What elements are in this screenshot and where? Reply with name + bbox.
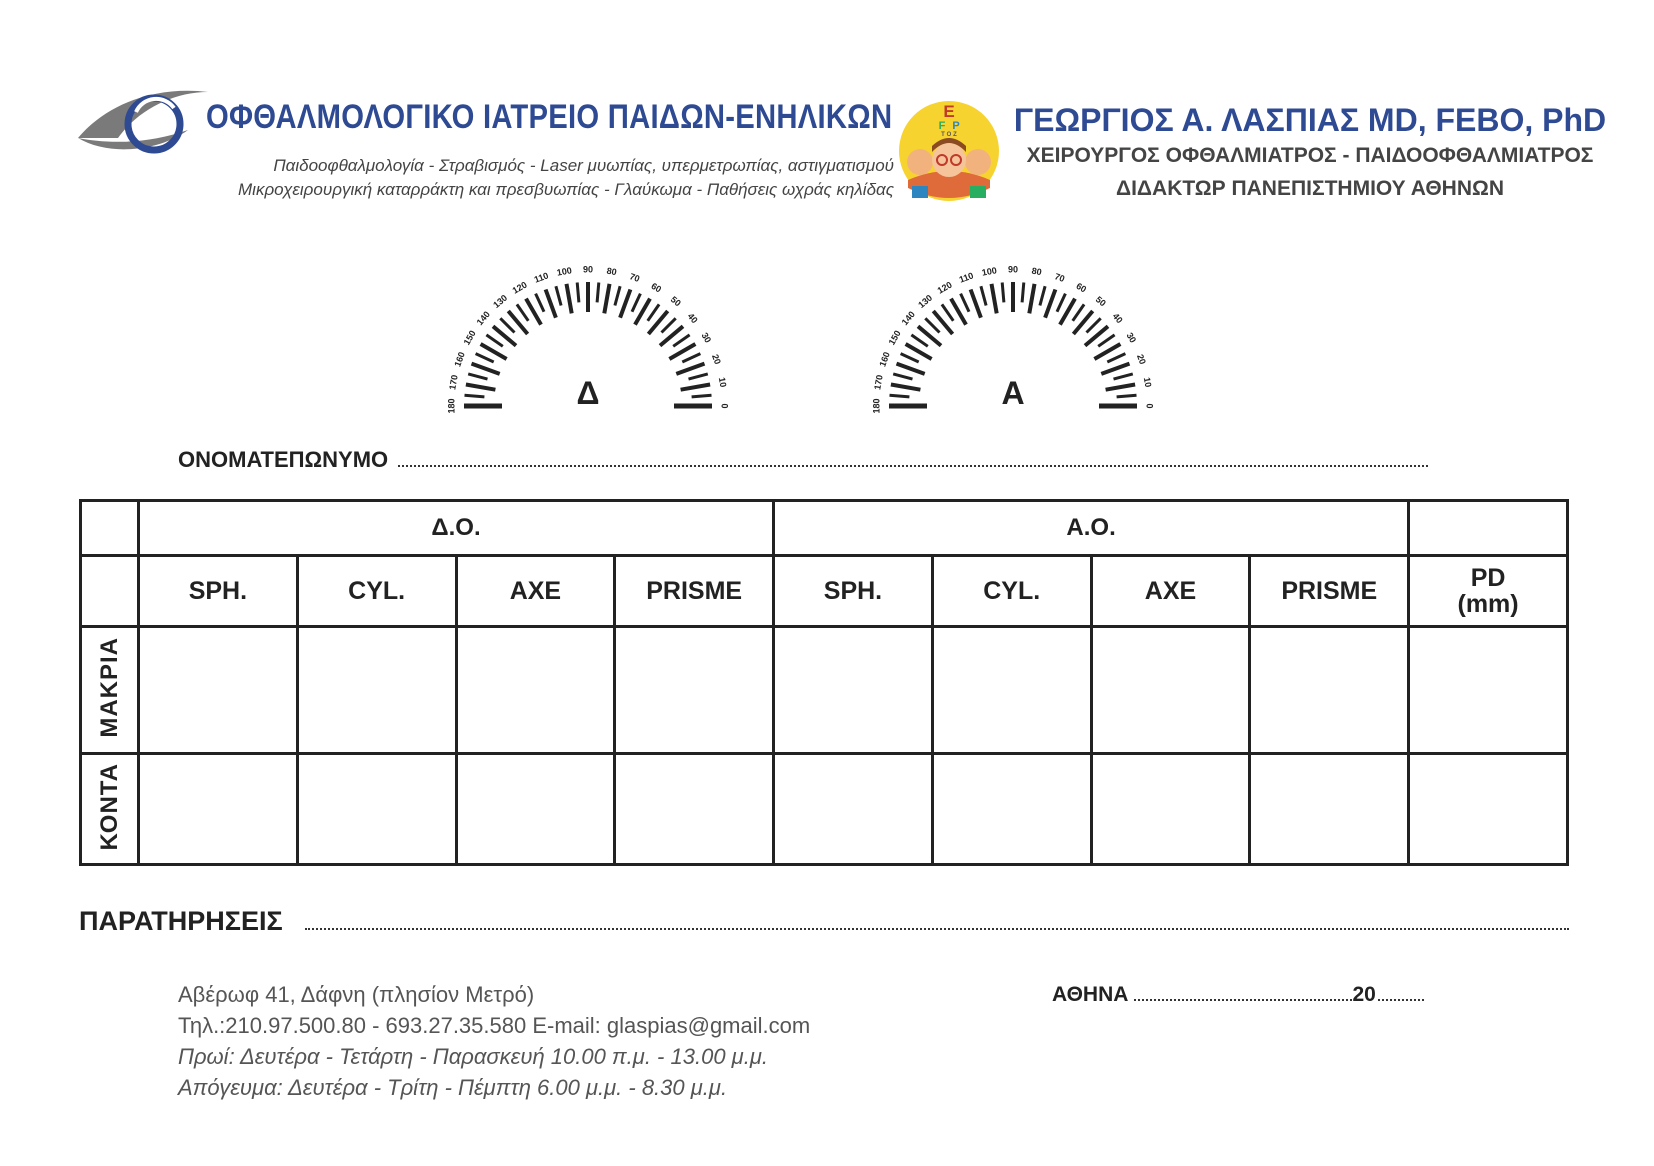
- right-dial-tick-label-80: 80: [605, 265, 618, 278]
- near-right-axe-cell[interactable]: [456, 754, 615, 865]
- remarks-label: ΠΑΡΑΤΗΡΗΣΕΙΣ: [79, 906, 283, 936]
- left-dial-tick-155: [901, 354, 919, 362]
- near-right-cyl-cell[interactable]: [297, 754, 456, 865]
- far-right-axe-cell[interactable]: [456, 627, 615, 754]
- right-dial-tick-label-60: 60: [649, 280, 664, 295]
- right-dial-tick-105: [556, 286, 561, 305]
- right-dial-tick-label-50: 50: [668, 294, 683, 309]
- row-label-far-cell: [81, 627, 139, 754]
- kids-logo-letter-p: P: [952, 120, 960, 132]
- column-header-right-cyl: CYL.: [297, 556, 456, 627]
- right-dial-tick-label-130: 130: [491, 292, 510, 310]
- left-dial-tick-65: [1057, 294, 1065, 312]
- left-eye-axis-dial: [848, 238, 1168, 418]
- right-dial-tick-15: [689, 374, 708, 379]
- left-dial-tick-85: [1022, 283, 1024, 303]
- date-field: [1052, 983, 1424, 1007]
- right-eye-dial-label: Δ: [576, 375, 600, 411]
- left-dial-tick-100: [992, 284, 997, 314]
- left-dial-tick-label-150: 150: [886, 328, 903, 347]
- patient-name-label: ΟΝΟΜΑΤΕΠΩΝΥΜΟ: [178, 447, 389, 472]
- left-dial-tick-label-140: 140: [899, 309, 917, 328]
- doctor-title-2: ΔΙΔΑΚΤΩΡ ΠΑΝΕΠΙΣΤΗΜΙΟΥ ΑΘΗΝΩΝ: [1116, 177, 1504, 200]
- left-dial-tick-115: [961, 294, 969, 312]
- eye-logo-icon: [78, 82, 208, 162]
- right-dial-tick-label-20: 20: [709, 352, 723, 366]
- far-left-axe-cell[interactable]: [1091, 627, 1250, 754]
- left-dial-tick-5: [1117, 395, 1137, 397]
- column-header-left-sph: SPH.: [774, 556, 933, 627]
- right-dial-tick-155: [476, 354, 494, 362]
- patient-name-dotted-line: [398, 464, 1428, 467]
- right-dial-tick-label-120: 120: [510, 279, 529, 296]
- left-eye-group-header: Α.Ο.: [774, 501, 1409, 556]
- kids-logo-letter-f: F: [938, 120, 946, 132]
- right-dial-tick-165: [468, 374, 487, 379]
- right-dial-tick-125: [517, 304, 528, 320]
- left-dial-tick-70: [1045, 290, 1055, 318]
- table-corner-cell: [81, 501, 139, 556]
- right-dial-tick-110: [546, 290, 556, 318]
- right-dial-tick-55: [648, 304, 659, 320]
- near-left-sph-cell[interactable]: [774, 754, 933, 865]
- right-dial-tick-20: [676, 364, 704, 374]
- left-dial-tick-15: [1114, 374, 1133, 379]
- far-right-cyl-cell[interactable]: [297, 627, 456, 754]
- pd-label: PD: [1470, 564, 1506, 592]
- doctor-title-1: ΧΕΙΡΟΥΡΓΟΣ ΟΦΘΑΛΜΙΑΤΡΟΣ - ΠΑΙΔΟΟΦΘΑΛΜΙΑΤΡΟΣ: [1026, 144, 1594, 167]
- left-dial-tick-label-50: 50: [1093, 294, 1108, 309]
- table-group-header-row: [81, 501, 1568, 556]
- near-left-axe-cell[interactable]: [1091, 754, 1250, 865]
- kids-logo-letter-t: T: [941, 132, 945, 138]
- kids-eye-chart-logo-icon: [898, 100, 1000, 202]
- left-dial-tick-165: [893, 374, 912, 379]
- table-column-header-row: [81, 556, 1568, 627]
- pd-group-header: [1409, 501, 1568, 556]
- far-left-prisme-cell[interactable]: [1250, 627, 1409, 754]
- remarks-field: [79, 906, 1569, 937]
- patient-name-field: [178, 447, 1428, 473]
- left-dial-tick-label-40: 40: [1110, 311, 1125, 326]
- right-dial-tick-170: [466, 385, 496, 390]
- right-dial-tick-135: [500, 318, 514, 332]
- far-left-sph-cell[interactable]: [774, 627, 933, 754]
- date-year-prefix: 20: [1352, 983, 1376, 1006]
- right-dial-tick-145: [486, 335, 502, 346]
- right-dial-tick-85: [597, 283, 599, 303]
- left-dial-tick-95: [1002, 283, 1004, 303]
- right-dial-tick-100: [567, 284, 572, 314]
- left-dial-tick-80: [1029, 284, 1034, 314]
- left-dial-tick-35: [1098, 335, 1114, 346]
- clinic-subtitle-1: Παιδοοφθαλμολογία - Στραβισμός - Laser μυωπίας, υπερμετρωπίας, αστιγματισμού: [273, 156, 894, 175]
- clinic-address: Αβέρωφ 41, Δάφνη (πλησίον Μετρό): [178, 982, 535, 1007]
- near-right-prisme-cell[interactable]: [615, 754, 774, 865]
- left-dial-tick-label-90: 90: [1007, 264, 1019, 275]
- row-label-near-cell: [81, 754, 139, 865]
- left-dial-tick-25: [1107, 354, 1125, 362]
- kids-logo-letter-o: O: [946, 132, 952, 138]
- near-left-cyl-cell[interactable]: [932, 754, 1091, 865]
- kids-logo-letter-e: E: [943, 102, 955, 121]
- left-dial-tick-105: [981, 286, 986, 305]
- left-dial-tick-label-110: 110: [957, 270, 975, 285]
- right-dial-tick-label-110: 110: [532, 270, 550, 285]
- clinic-subtitle-2: Μικροχειρουργική καταρράκτη και πρεσβυωπίας - Γλαύκωμα - Παθήσεις ωχράς κηλίδας: [238, 180, 894, 199]
- left-dial-tick-label-10: 10: [1141, 376, 1154, 389]
- near-left-prisme-cell[interactable]: [1250, 754, 1409, 865]
- right-dial-tick-label-170: 170: [447, 374, 460, 391]
- right-dial-tick-65: [632, 294, 640, 312]
- table-row-label-header: [81, 556, 139, 627]
- left-dial-tick-110: [971, 290, 981, 318]
- far-pd-cell[interactable]: [1409, 627, 1568, 754]
- right-dial-tick-label-140: 140: [474, 309, 492, 328]
- left-dial-tick-125: [942, 304, 953, 320]
- date-year-dotted-line: [1378, 998, 1424, 1001]
- right-dial-tick-label-180: 180: [446, 398, 457, 414]
- near-right-sph-cell[interactable]: [139, 754, 298, 865]
- row-label-near: ΚΟΝΤΑ: [95, 762, 123, 851]
- right-dial-tick-25: [682, 354, 700, 362]
- prescription-table: [79, 499, 1569, 866]
- column-header-right-prisme: PRISME: [615, 556, 774, 627]
- right-eye-group-header: Δ.Ο.: [139, 501, 774, 556]
- left-dial-tick-label-0: 0: [1144, 403, 1155, 409]
- right-dial-tick-75: [615, 286, 620, 305]
- left-dial-tick-label-130: 130: [916, 292, 935, 310]
- left-dial-tick-45: [1087, 318, 1101, 332]
- right-dial-tick-10: [681, 385, 711, 390]
- right-dial-tick-95: [577, 283, 579, 303]
- right-dial-tick-label-0: 0: [719, 403, 730, 409]
- right-dial-tick-115: [536, 294, 544, 312]
- left-dial-tick-label-30: 30: [1124, 330, 1139, 345]
- left-dial-tick-label-60: 60: [1074, 280, 1089, 295]
- right-dial-tick-5: [692, 395, 712, 397]
- left-dial-tick-label-100: 100: [981, 265, 998, 278]
- far-right-prisme-cell[interactable]: [615, 627, 774, 754]
- right-dial-tick-175: [465, 395, 485, 397]
- right-dial-tick-45: [662, 318, 676, 332]
- left-dial-tick-label-160: 160: [877, 350, 892, 369]
- left-dial-tick-135: [925, 318, 939, 332]
- column-header-right-axe: AXE: [456, 556, 615, 627]
- left-dial-tick-10: [1106, 385, 1136, 390]
- afternoon-hours: Απόγευμα: Δευτέρα - Τρίτη - Πέμπτη 6.00 μ.μ. - 8.30 μ.μ.: [178, 1075, 728, 1100]
- near-pd-cell[interactable]: [1409, 754, 1568, 865]
- right-dial-tick-label-70: 70: [628, 271, 642, 285]
- column-header-right-sph: SPH.: [139, 556, 298, 627]
- left-dial-tick-160: [897, 364, 925, 374]
- right-dial-tick-label-160: 160: [452, 350, 467, 369]
- left-dial-tick-55: [1073, 304, 1084, 320]
- right-dial-tick-160: [472, 364, 500, 374]
- left-eye-dial-label: Α: [1001, 375, 1025, 411]
- right-dial-tick-label-100: 100: [556, 265, 573, 278]
- date-day-month-dotted-line: [1134, 998, 1352, 1001]
- clinic-contact: Τηλ.:210.97.500.80 - 693.27.35.580 E-mail: glaspias@gmail.com: [178, 1013, 811, 1038]
- date-city: ΑΘΗΝΑ: [1052, 983, 1129, 1006]
- row-label-far: ΜΑΚΡΙΑ: [95, 637, 123, 738]
- remarks-dotted-line: [305, 927, 1569, 930]
- left-dial-tick-label-120: 120: [935, 279, 954, 296]
- left-dial-tick-label-170: 170: [872, 374, 885, 391]
- left-dial-tick-label-180: 180: [871, 398, 882, 414]
- column-header-left-cyl: CYL.: [932, 556, 1091, 627]
- pd-unit-label: (mm): [1457, 590, 1519, 618]
- far-right-sph-cell[interactable]: [139, 627, 298, 754]
- left-dial-tick-145: [911, 335, 927, 346]
- table-row-far: [81, 627, 1568, 754]
- clinic-title: ΟΦΘΑΛΜΟΛΟΓΙΚΟ ΙΑΤΡΕΙΟ ΠΑΙΔΩΝ-ΕΝΗΛΙΚΩΝ: [206, 98, 893, 136]
- left-dial-tick-label-20: 20: [1134, 352, 1148, 366]
- right-eye-axis-dial: [423, 238, 743, 418]
- left-dial-tick-75: [1040, 286, 1045, 305]
- left-dial-tick-175: [890, 395, 910, 397]
- morning-hours: Πρωί: Δευτέρα - Τετάρτη - Παρασκευή 10.00 π.μ. - 13.00 μ.μ.: [178, 1044, 768, 1069]
- doctor-name: ΓΕΩΡΓΙΟΣ Α. ΛΑΣΠΙΑΣ MD, FEBO, PhD: [1013, 102, 1607, 138]
- column-header-pd: [1409, 556, 1568, 627]
- left-dial-tick-170: [891, 385, 921, 390]
- right-dial-tick-80: [604, 284, 609, 314]
- kids-logo-letter-z: Z: [953, 132, 957, 138]
- column-header-left-axe: AXE: [1091, 556, 1250, 627]
- right-dial-tick-label-10: 10: [716, 376, 729, 389]
- right-dial-tick-label-30: 30: [699, 330, 714, 345]
- left-dial-tick-label-70: 70: [1053, 271, 1067, 285]
- right-dial-tick-label-90: 90: [582, 264, 594, 275]
- table-row-near: [81, 754, 1568, 865]
- left-dial-tick-label-80: 80: [1030, 265, 1043, 278]
- right-dial-tick-70: [620, 290, 630, 318]
- left-dial-tick-20: [1101, 364, 1129, 374]
- column-header-left-prisme: PRISME: [1250, 556, 1409, 627]
- right-dial-tick-35: [673, 335, 689, 346]
- right-dial-tick-label-150: 150: [461, 328, 478, 347]
- right-dial-tick-label-40: 40: [685, 311, 700, 326]
- far-left-cyl-cell[interactable]: [932, 627, 1091, 754]
